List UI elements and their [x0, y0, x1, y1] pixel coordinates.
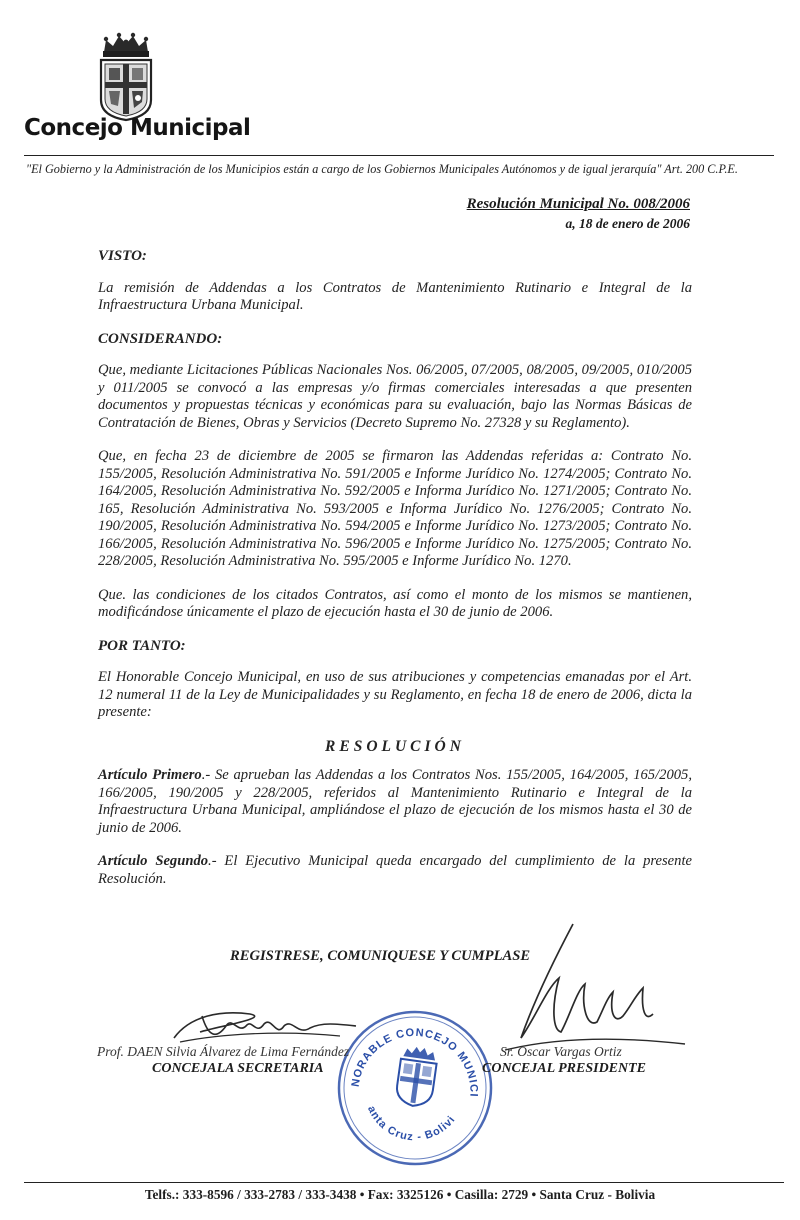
footer-divider: [24, 1182, 784, 1183]
seal-top-text: HONORABLE CONCEJO MUNICIPAL: [349, 1026, 480, 1098]
resolution-date: a, 18 de enero de 2006: [565, 216, 690, 231]
section-title-considerando: CONSIDERANDO:: [98, 330, 223, 347]
document-body: [98, 248, 692, 904]
header-divider: [24, 155, 774, 156]
article-first: [98, 767, 692, 837]
seal-bottom-text: Santa Cruz - Bolivia: [365, 1104, 458, 1144]
portanto-paragraph: El Honorable Concejo Municipal, en uso de sus atribuciones y competencias emanadas por el Art. 12 numeral 11 de la Ley de Municipalidades y su Reglamento, en fecha 18 de enero de 2006, dicta la presente:: [98, 669, 692, 720]
right-signatory-name: Sr. Oscar Vargas Ortiz: [500, 1044, 622, 1059]
visto-paragraph: La remisión de Addendas a los Contratos de Mantenimiento Rutinario e Integral de la Infraestructura Urbana Municipal.: [98, 279, 692, 313]
article-first-label: Artículo Primero: [98, 767, 202, 783]
article-second-label: Artículo Segundo: [98, 853, 209, 869]
organization-name: Concejo Municipal: [24, 115, 251, 141]
considerando-paragraph-2: Que, en fecha 23 de diciembre de 2005 se firmaron las Addendas referidas a: Contrato No. 155/2005, Resolución Administrativa No. 591/2005 e Informe Jurídico No. 1274/2005; Contrato No. 164/2005, Resolución Administrativa No. 592/2005 e Informa Jurídico No. 1271/2005; Contrato No. 165, Resolución Administrativa No. 593/2005 e Informa Jurídico No. 1276/2005; Contrato No. 190/2005, Resolución Administrativa No. 594/2005 e Informe Jurídico No. 1273/2005; Contrato No. 166/2005, Resolución Administrativa No. 596/2005 e Informe Jurídico No. 1275/2005; Contrato No. 228/2005, Resolución Administrativa No. 595/2005 e Informe Jurídico No. 1270.: [98, 448, 692, 569]
left-signatory-name: Prof. DAEN Silvia Álvarez de Lima Fernández: [97, 1044, 350, 1059]
article-first-text: .- Se aprueban las Addendas a los Contratos Nos. 155/2005, 164/2005, 165/2005, 166/2005, 190/2005 y 228/2005, referidos al Mantenimiento Rutinario e Integral de la Infraestructura Urbana Municipal, ampliándose el plazo de ejecución de los mismos hasta el 30 de junio de 2006.: [98, 767, 692, 836]
resolution-number: Resolución Municipal No. 008/2006: [466, 196, 690, 212]
article-second: [98, 853, 692, 888]
motto: "El Gobierno y la Administración de los Municipios están a cargo de los Gobiernos Municipales Autónomos y de igual jerarquía" Art. 200 C.P.E.: [26, 162, 738, 176]
section-title-visto: VISTO:: [98, 248, 147, 264]
resolution-heading: RESOLUCIÓN: [325, 737, 465, 755]
closing-formula: REGISTRESE, COMUNIQUESE Y CUMPLASE: [230, 948, 531, 964]
considerando-paragraph-3: Que. las condiciones de los citados Contratos, así como el monto de los mismos se mantienen, modificándose únicamente el plazo de ejecución hasta el 30 de junio de 2006.: [98, 586, 692, 620]
article-second-text: .- El Ejecutivo Municipal queda encargado del cumplimiento de la presente Resolución.: [98, 853, 692, 887]
left-signatory-title: CONCEJALA SECRETARIA: [152, 1061, 324, 1076]
right-signatory-title: CONCEJAL PRESIDENTE: [482, 1061, 647, 1076]
footer-contact: Telfs.: 333-8596 / 333-2783 / 333-3438 • Fax: 3325126 • Casilla: 2729 • Santa Cruz - Bolivia: [144, 1187, 656, 1202]
coat-of-arms-icon: [96, 30, 156, 122]
section-title-portanto: POR TANTO:: [98, 637, 186, 654]
considerando-paragraph-1: Que, mediante Licitaciones Públicas Nacionales Nos. 06/2005, 07/2005, 08/2005, 09/2005, 010/2005 y 011/2005 se convocó a las empresas y/o firmas comerciales interesadas a que presenten documentos y propuestas técnicas y económicas para su evaluación, bajo las Normas Básicas de Contratación de Bienes, Obras y Servicios (Decreto Supremo No. 27328 y su Reglamento).: [98, 362, 692, 431]
